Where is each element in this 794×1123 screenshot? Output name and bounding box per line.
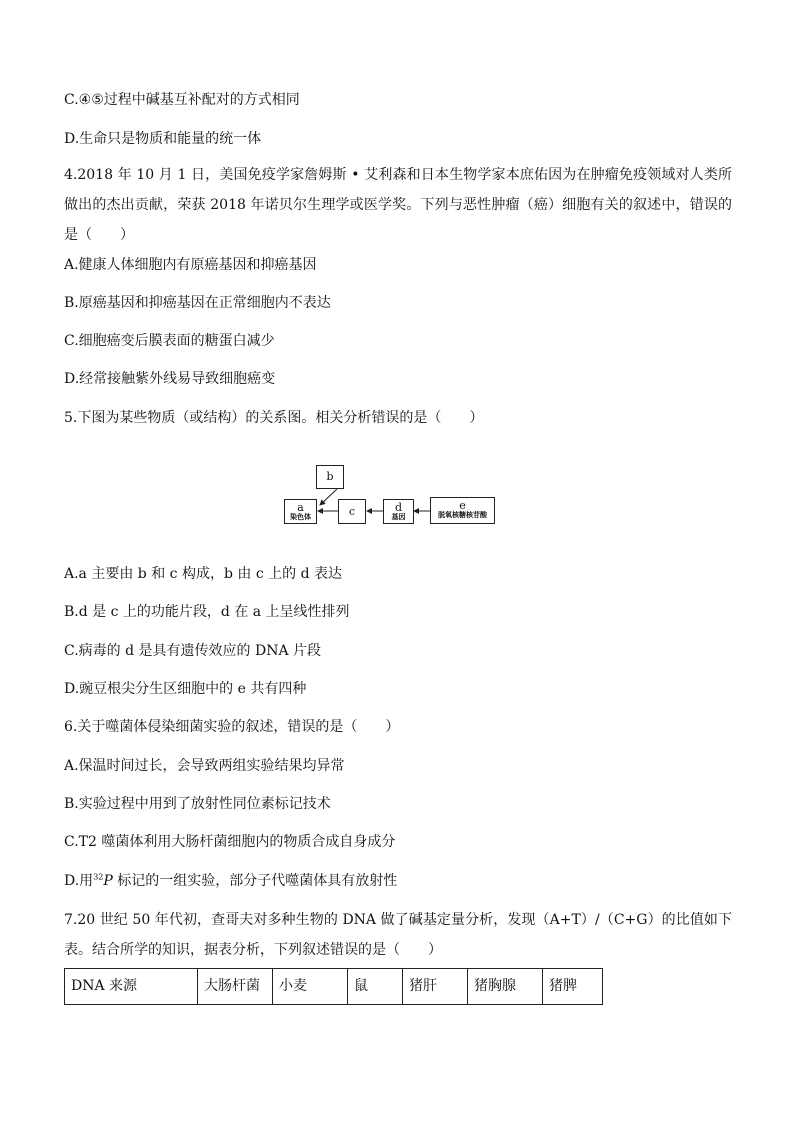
q5-option-c: C.病毒的 d 是具有遗传效应的 DNA 片段 [64,643,322,659]
q4-stem: 4.2018 年 10 月 1 日，美国免疫学家詹姆斯 • 艾利森和日本生物学家本庶佑因为在肿瘤免疫领域对人类所做出的杰出贡献，荣获 2018 年诺贝尔生理学或医学奖。下列与恶性肿瘤（癌）细胞有关的叙述中，错误的是（ ） [64,167,732,243]
q6-option-b: B.实验过程中用到了放射性同位素标记技术 [64,796,331,812]
q6-stem: 6.关于噬菌体侵染细菌实验的叙述，错误的是（ ） [64,719,400,735]
table-cell: 猪脾 [543,969,603,1005]
q4-option-b: B.原癌基因和抑癌基因在正常细胞内不表达 [64,295,331,311]
q6-d-prefix: D.用 [64,873,94,889]
q3-option-c: C.④⑤过程中碱基互补配对的方式相同 [64,92,300,108]
q6-option-c: C.T2 噬菌体利用大肠杆菌细胞内的物质合成自身成分 [64,834,396,850]
table-row [65,969,603,1005]
dna-ratio-table [64,968,603,1005]
q5-stem: 5.下图为某些物质（或结构）的关系图。相关分析错误的是（ ） [64,410,484,426]
q6-d-element: P [103,873,113,889]
q3-option-d: D.生命只是物质和能量的统一体 [64,131,262,147]
table-cell: 鼠 [348,969,403,1005]
table-cell: 小麦 [273,969,348,1005]
table-cell: 猪肝 [403,969,468,1005]
q5-option-d: D.豌豆根尖分生区细胞中的 e 共有四种 [64,681,307,697]
q6-d-suffix: 标记的一组实验，部分子代噬菌体具有放射性 [112,873,398,889]
q6-d-isotope-mass: 32 [93,872,104,882]
q6-option-d [64,872,397,890]
diagram-node-b: b [316,465,344,489]
diagram-node-c: c [338,499,366,524]
table-cell: 猪胸腺 [468,969,543,1005]
q5-option-a: A.a 主要由 b 和 c 构成，b 由 c 上的 d 表达 [64,566,342,582]
q4-option-d: D.经常接触紫外线易导致细胞癌变 [64,371,276,387]
q7-stem: 7.20 世纪 50 年代初，查哥夫对多种生物的 DNA 做了碱基定量分析，发现（A+T）/（C+G）的比值如下表。结合所学的知识，据表分析，下列叙述错误的是（ ） [64,912,732,958]
diagram-node-a: a 染色体 [284,499,317,524]
diagram-node-d: d 基因 [383,499,414,524]
table-cell: DNA 来源 [65,969,198,1005]
q5-option-b: B.d 是 c 上的功能片段，d 在 a 上呈线性排列 [64,604,350,620]
q4-option-c: C.细胞癌变后膜表面的糖蛋白减少 [64,333,275,349]
diagram-node-e: e 脱氧核糖核苷酸 [430,497,495,524]
table-cell: 大肠杆菌 [198,969,273,1005]
q6-option-a: A.保温时间过长，会导致两组实验结果均异常 [64,758,345,774]
q4-option-a: A.健康人体细胞内有原癌基因和抑癌基因 [64,257,317,273]
